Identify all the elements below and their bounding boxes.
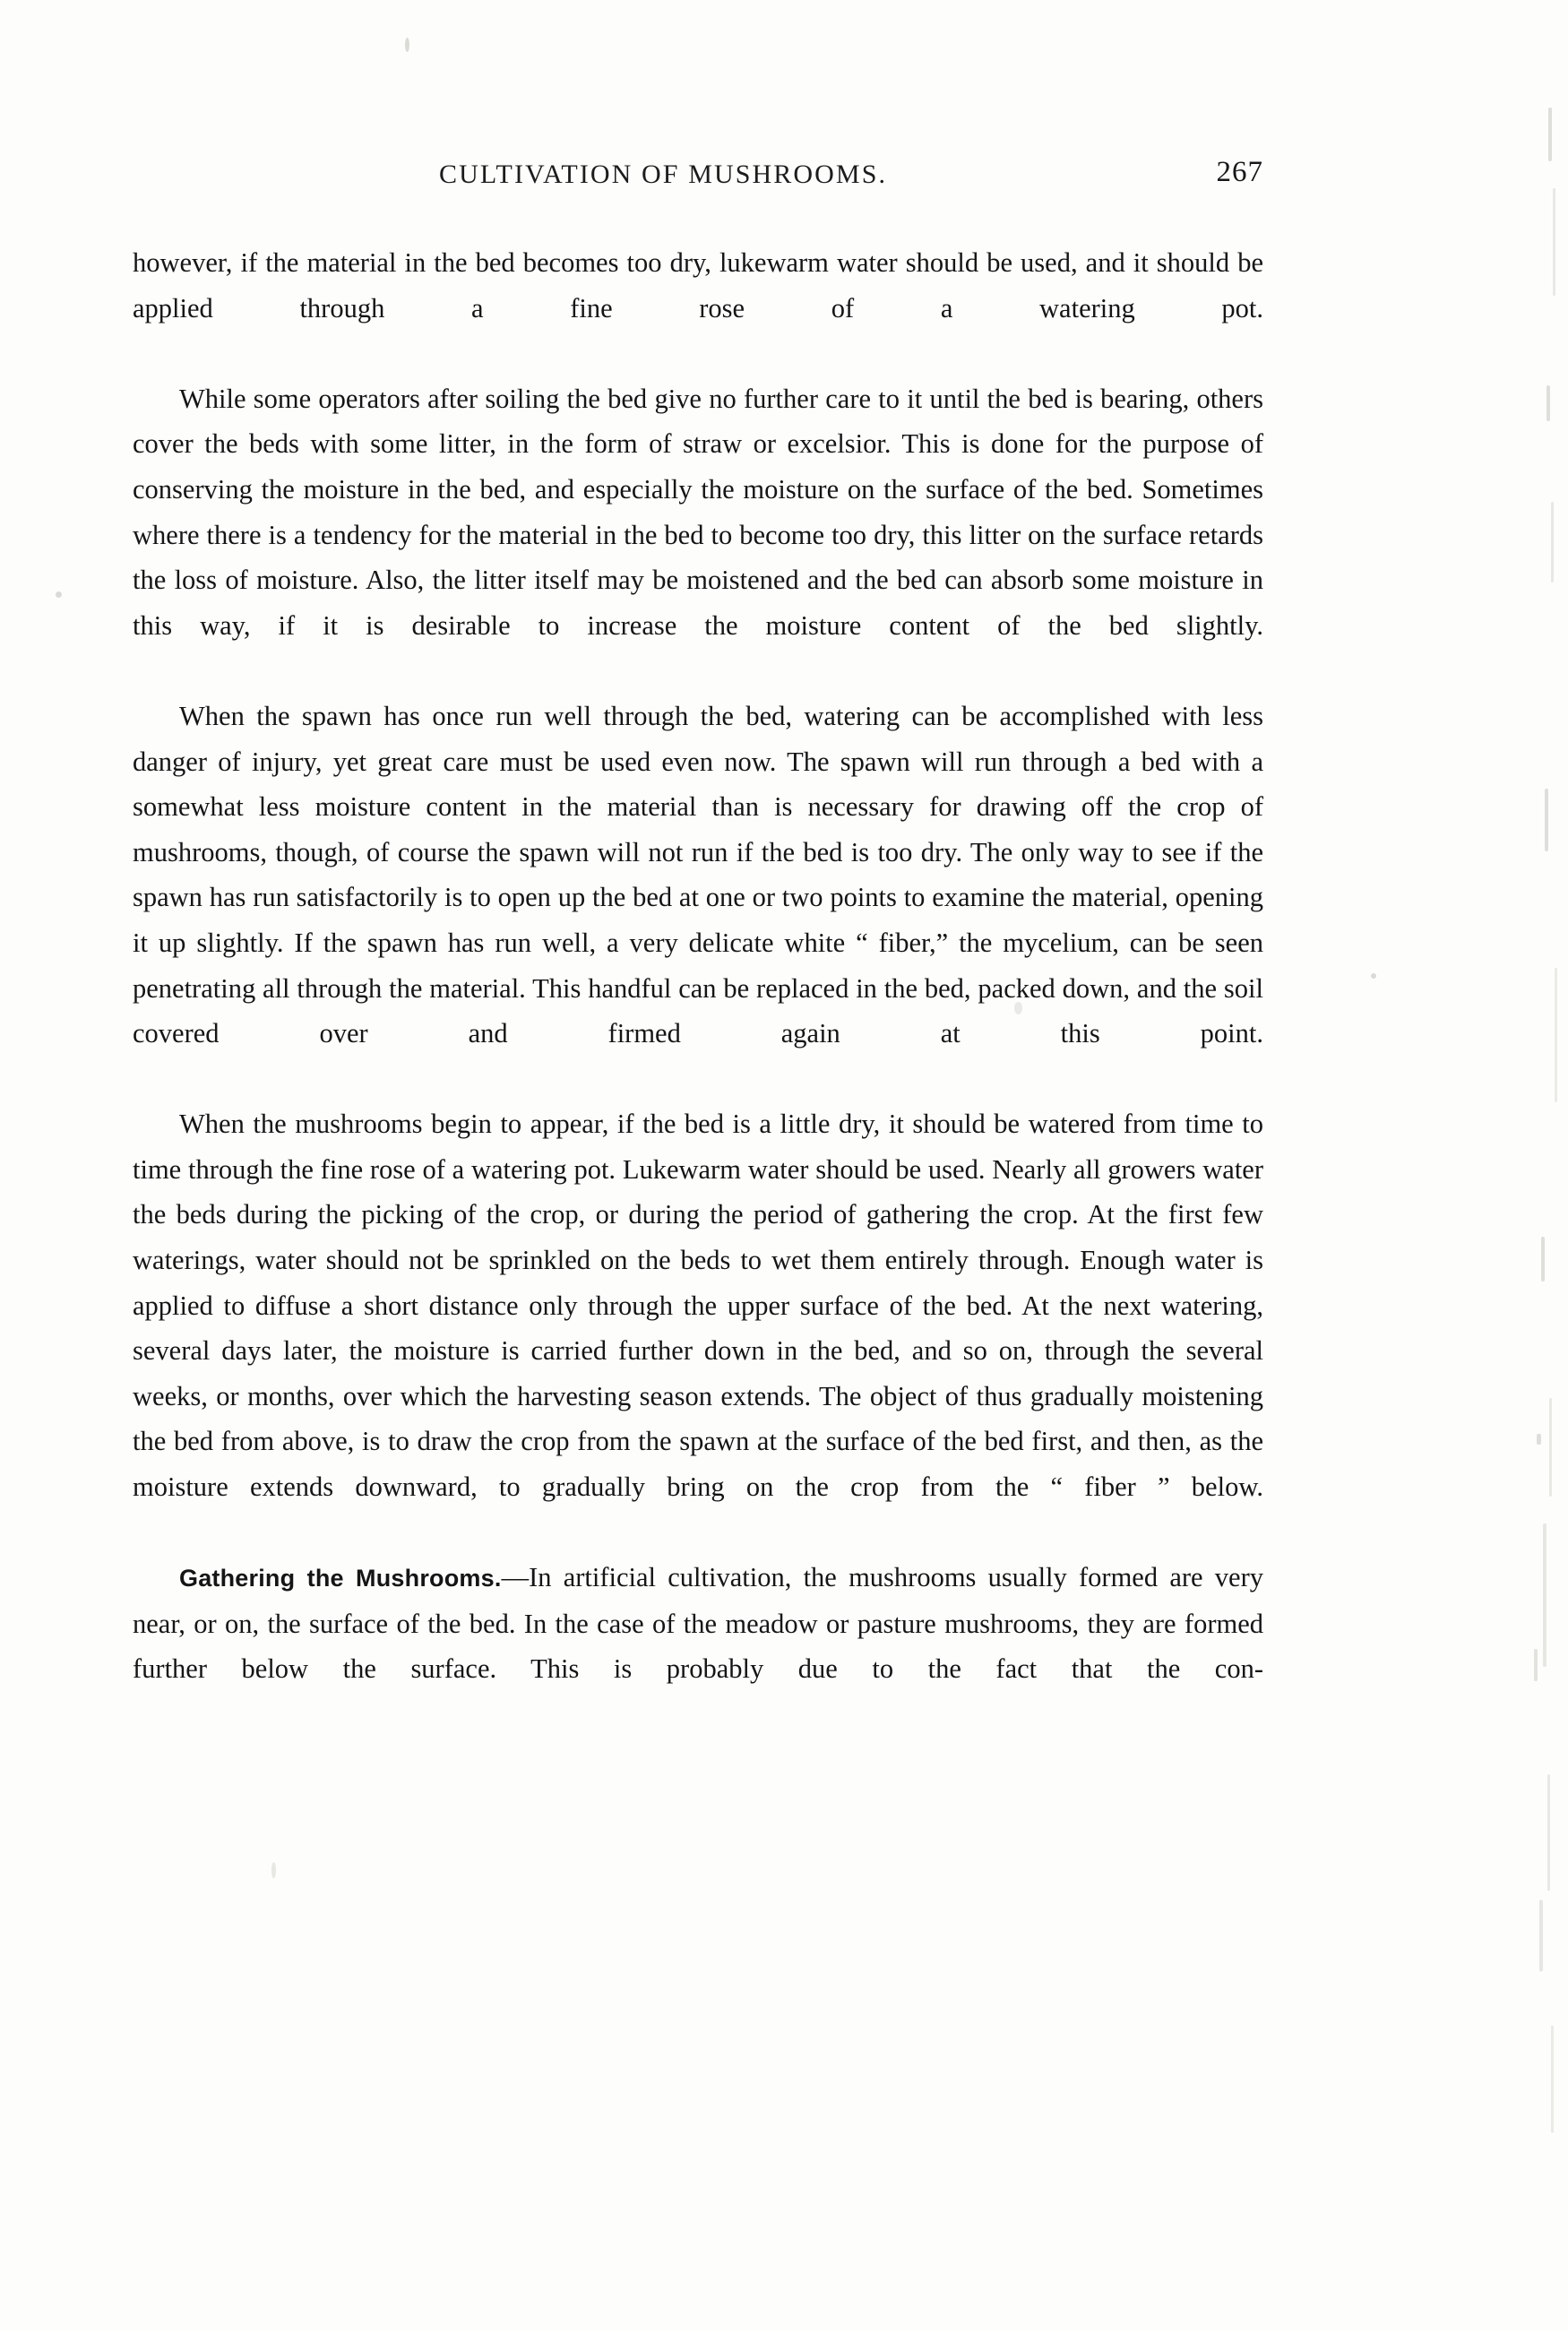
page-header (133, 156, 1263, 217)
scan-speckle (56, 591, 62, 598)
paragraph-text: When the mushrooms begin to appear, if the bed is a little dry, it should be watered from time to time through the fine rose of a watering pot. Lukewarm water should be used. Nearly all growers water the beds during the picking of the crop, or during the period of gathering the crop. At the first few waterings, water should not be sprinkled on the beds to wet them entirely through. Enough water is applied to diffuse a short distance only through the upper surface of the bed. At the next watering, several days later, the moisture is carried further down in the bed, and so on, through the several weeks, or months, over which the harvesting season extends. The object of thus gradually moistening the bed from above, is to draw the crop from the spawn at the surface of the bed first, and then, as the moisture extends downward, to gradually bring on the crop from the “ fiber ” below. (133, 1109, 1263, 1503)
page-content (133, 0, 1263, 1738)
scan-speckle (1371, 973, 1376, 979)
paragraph-text: When the spawn has once run well through the bed, watering can be accomplished with less danger of injury, yet great care must be used even now. The spawn will run through a bed with a somewhat less moisture content in the material than is necessary for drawing off the crop of mushrooms, though, of course the spawn will not run if the bed is too dry. The only way to see if the spawn has run satisfactorily is to open up the bed at one or two points to examine the material, opening it up slightly. If the spawn has run well, a very delicate white “ fiber,” the mycelium, can be seen penetrating all through the material. This handful can be replaced in the bed, packed down, and the soil covered over and firmed again at this point. (133, 700, 1263, 1049)
paragraph (133, 376, 1263, 694)
paragraph (133, 240, 1263, 376)
paragraph-text: however, if the material in the bed becomes too dry, lukewarm water should be used, and it should be applied through a fine rose of a watering pot. (133, 247, 1263, 324)
runin-heading: Gathering the Mushrooms. (179, 1565, 502, 1592)
paragraph (133, 694, 1263, 1101)
body-text (133, 240, 1263, 1738)
paragraph (133, 1101, 1263, 1555)
scan-edge-marks (1505, 0, 1568, 2330)
paragraph-text: While some operators after soiling the bed give no further care to it until the bed is bearing, others cover the beds with some litter, in the form of straw or excelsior. This is done for the purpose of conserving the moisture in the bed, and especially the moisture on the surface of the bed. Sometimes where there is a tendency for the material in the bed to become too dry, this litter on the surface retards the loss of moisture. Also, the litter itself may be moistened and the bed can absorb some moisture in this way, if it is desirable to increase the moisture content of the bed slightly. (133, 383, 1263, 641)
scan-speckle (271, 1862, 276, 1878)
paragraph-text: —In artificial cultivation, the mushrooms usually formed are very near, or on, the surface of the bed. In the case of the meadow or pasture mushrooms, they are formed further below the surface. This is probably due to the fact that the con- (133, 1562, 1263, 1685)
paragraph-with-runin-heading (133, 1555, 1263, 1737)
running-head: CULTIVATION OF MUSHROOMS. (439, 160, 888, 189)
page-number: 267 (1216, 156, 1263, 188)
